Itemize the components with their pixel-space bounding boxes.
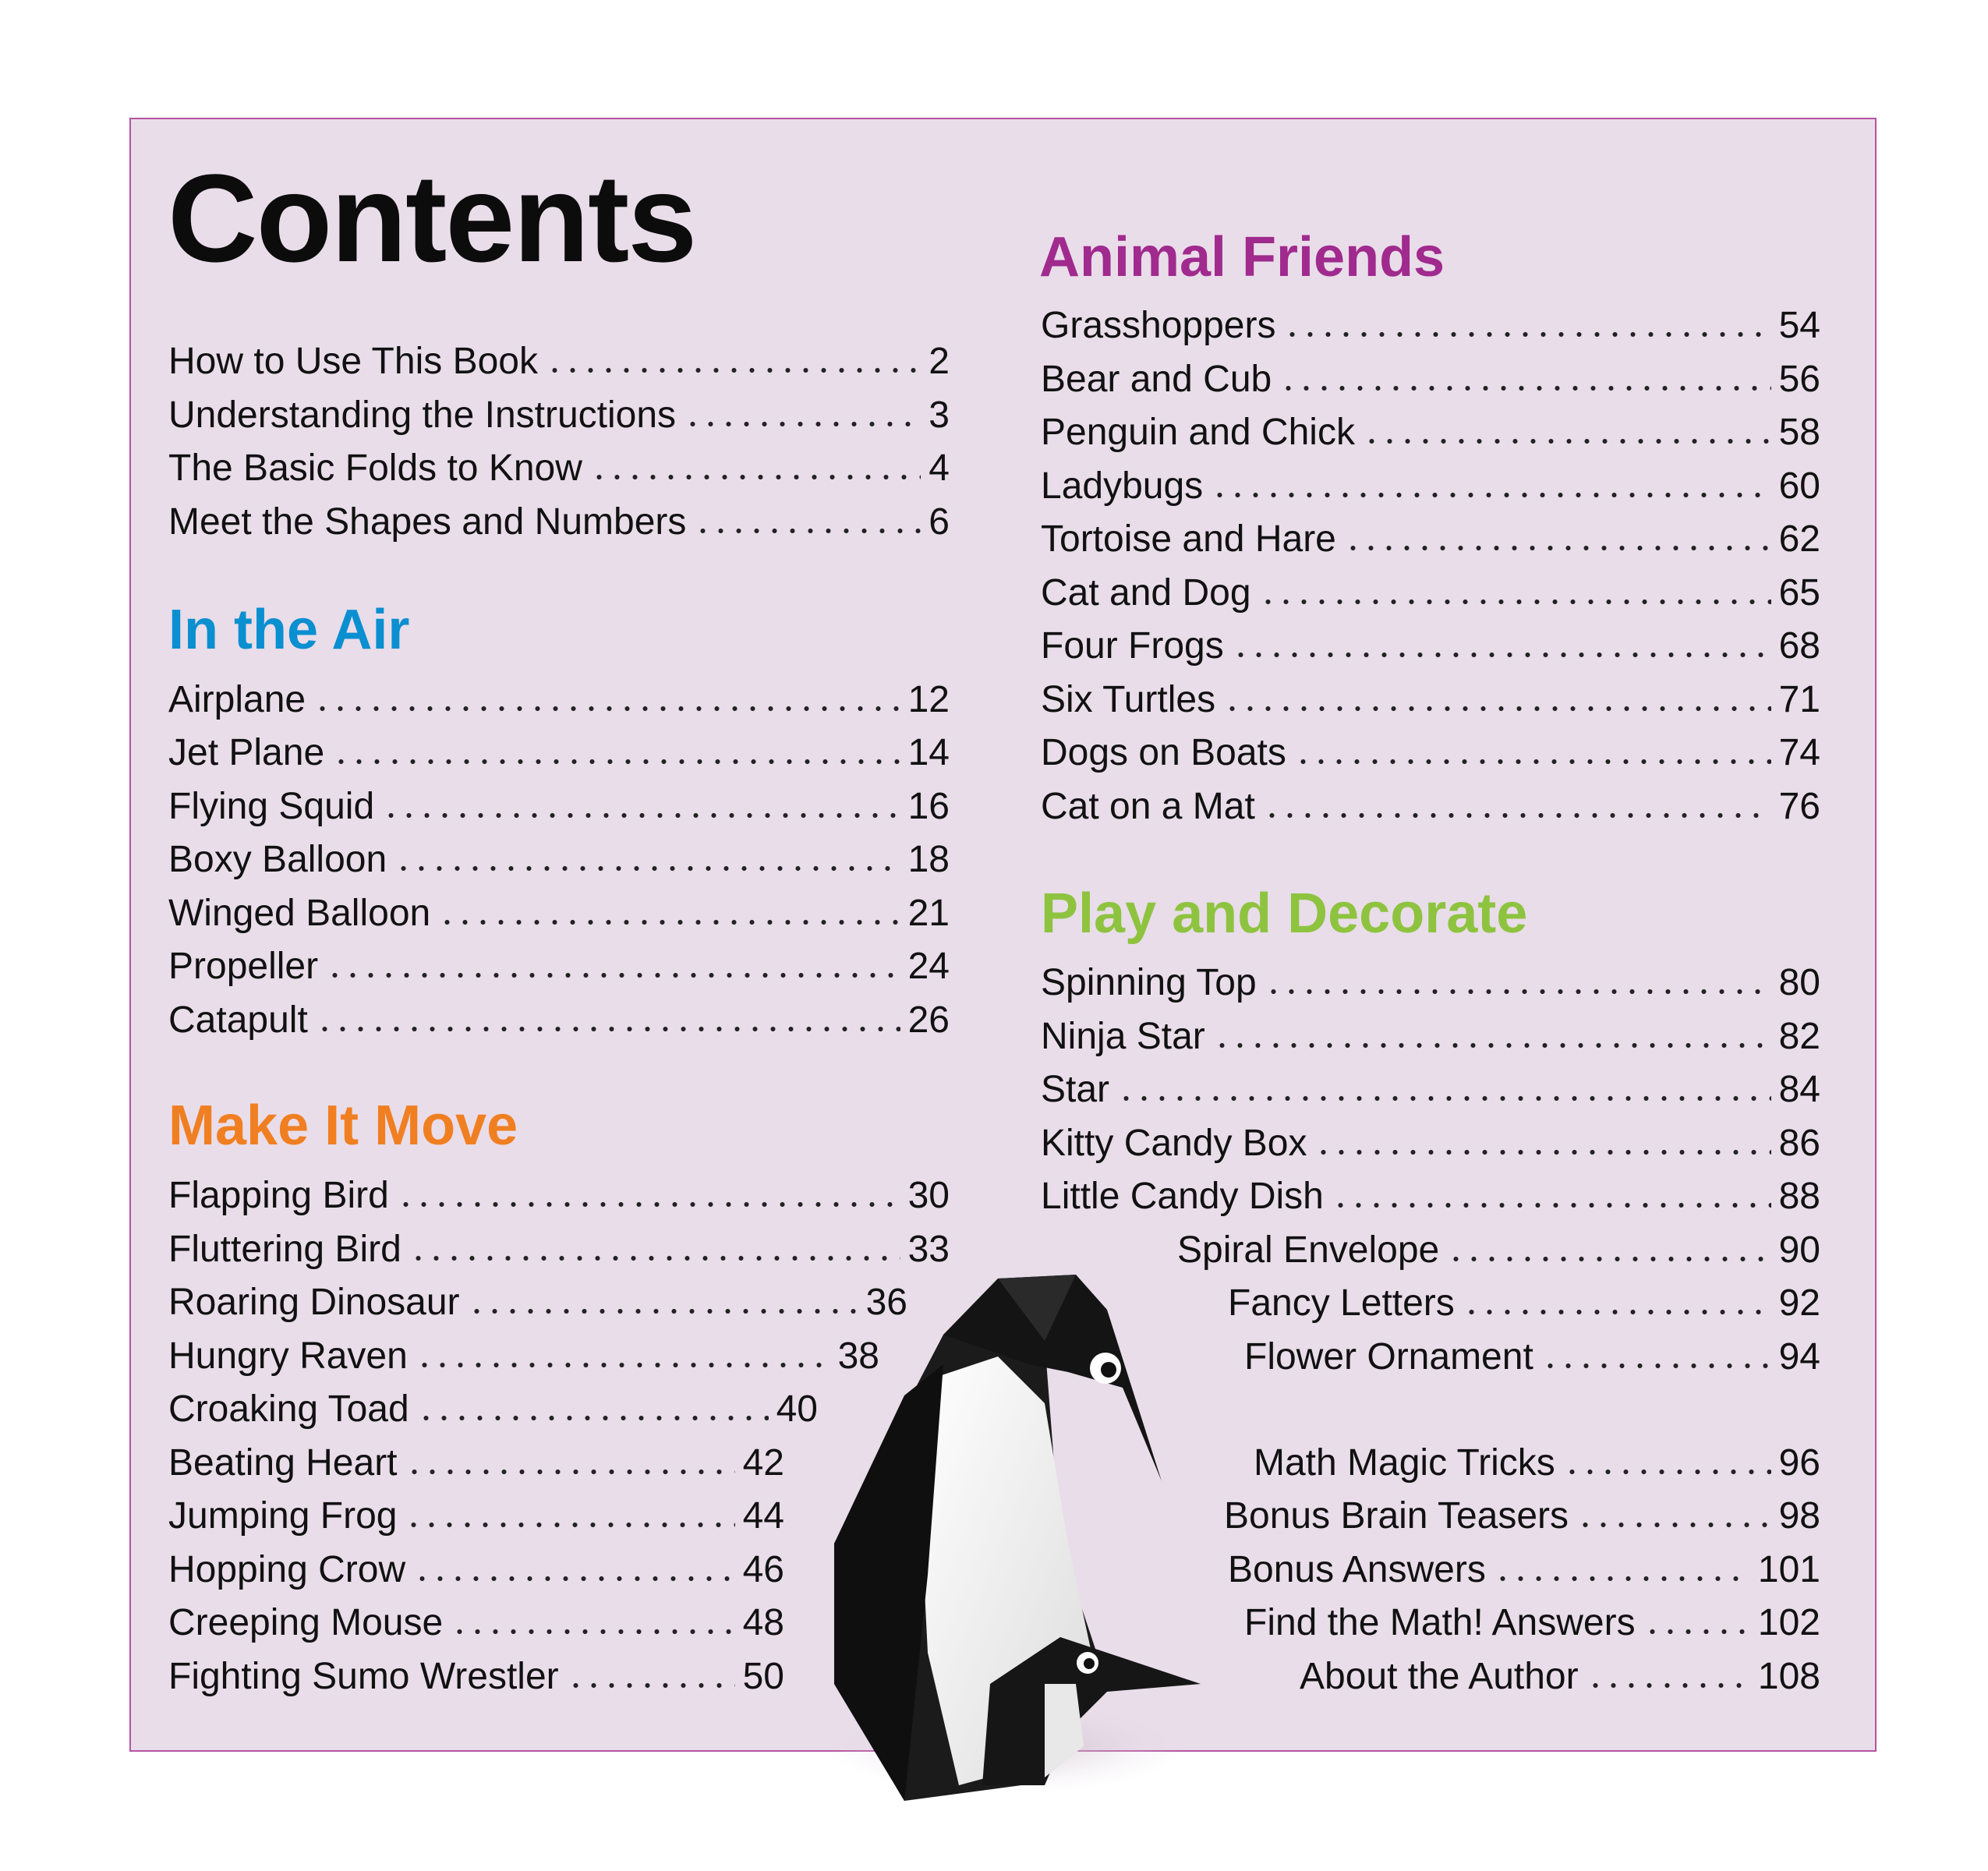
leader-dots <box>590 451 921 483</box>
leader-dots <box>451 1606 734 1637</box>
leader-dots <box>1259 576 1771 607</box>
toc-entry[interactable]: Beating Heart 42 <box>168 1442 784 1484</box>
leader-dots <box>1211 469 1770 500</box>
leader-dots <box>546 345 921 376</box>
toc-entry[interactable]: Star 84 <box>1041 1069 1820 1110</box>
toc-entry[interactable]: Ladybugs 60 <box>1041 465 1820 507</box>
toc-entry[interactable]: Bonus Brain Teasers 98 <box>1224 1495 1820 1537</box>
toc-entry[interactable]: Find the Math! Answers 102 <box>1244 1602 1820 1643</box>
toc-entry[interactable]: Fighting Sumo Wrestler 50 <box>168 1656 784 1697</box>
leader-dots <box>1332 1180 1771 1211</box>
section-heading-in-the-air: In the Air <box>168 599 410 661</box>
toc-entry[interactable]: Little Candy Dish 88 <box>1041 1176 1820 1217</box>
toc-entry[interactable]: Hungry Raven 38 <box>168 1335 879 1377</box>
leader-dots <box>1265 966 1771 997</box>
leader-dots <box>1563 1446 1771 1477</box>
toc-entry[interactable]: Jet Plane 14 <box>168 732 950 773</box>
section-heading-animal-friends: Animal Friends <box>1039 226 1445 288</box>
toc-entry[interactable]: Fancy Letters 92 <box>1228 1282 1820 1324</box>
leader-dots <box>567 1660 735 1691</box>
leader-dots <box>438 897 900 928</box>
toc-entry[interactable]: Meet the Shapes and Numbers 6 <box>168 501 950 543</box>
leader-dots <box>326 950 900 981</box>
leader-dots <box>1643 1606 1750 1637</box>
leader-dots <box>332 736 900 767</box>
toc-entry[interactable]: Cat on a Mat 76 <box>1041 786 1820 827</box>
leader-dots <box>1314 1126 1770 1158</box>
toc-entry[interactable]: Hopping Crow 46 <box>168 1549 784 1590</box>
toc-entry[interactable]: Flying Squid 16 <box>168 786 950 827</box>
leader-dots <box>694 505 921 536</box>
leader-dots <box>1463 1286 1771 1317</box>
leader-dots <box>1494 1553 1750 1584</box>
leader-dots <box>394 843 900 874</box>
leader-dots <box>1576 1499 1771 1530</box>
toc-entry[interactable]: Kitty Candy Box 86 <box>1041 1123 1820 1164</box>
toc-entry[interactable]: Winged Balloon 21 <box>168 893 950 934</box>
section-heading-play-and-decorate: Play and Decorate <box>1041 882 1528 945</box>
toc-entry[interactable]: Dogs on Boats 74 <box>1041 732 1820 773</box>
leader-dots <box>405 1446 735 1477</box>
toc-entry[interactable]: Fluttering Bird 33 <box>168 1229 950 1270</box>
leader-dots <box>313 683 900 714</box>
toc-entry[interactable]: Airplane 12 <box>168 679 950 720</box>
toc-entry[interactable]: Creeping Mouse 48 <box>168 1602 784 1643</box>
section-heading-make-it-move: Make It Move <box>168 1095 518 1157</box>
leader-dots <box>1294 736 1771 767</box>
leader-dots <box>1344 522 1771 554</box>
leader-dots <box>1279 363 1770 394</box>
toc-entry[interactable]: The Basic Folds to Know 4 <box>168 447 950 489</box>
leader-dots <box>1232 629 1771 660</box>
toc-entry[interactable]: About the Author 108 <box>1300 1656 1820 1697</box>
toc-entry[interactable]: Tortoise and Hare 62 <box>1041 518 1820 560</box>
toc-entry[interactable]: Catapult 26 <box>168 999 950 1041</box>
leader-dots <box>397 1179 900 1210</box>
origami-penguin-illustration <box>811 1247 1247 1816</box>
toc-entry[interactable]: Four Frogs 68 <box>1041 625 1820 667</box>
leader-dots <box>1541 1340 1771 1371</box>
leader-dots <box>416 1339 830 1371</box>
toc-entry[interactable]: Spinning Top 80 <box>1041 962 1820 1003</box>
toc-entry[interactable]: Bonus Answers 101 <box>1228 1549 1820 1590</box>
toc-entry[interactable]: Six Turtles 71 <box>1041 679 1820 720</box>
leader-dots <box>1263 790 1771 821</box>
toc-entry[interactable]: Math Magic Tricks 96 <box>1254 1442 1820 1484</box>
toc-entry[interactable]: Flapping Bird 30 <box>168 1175 950 1216</box>
toc-entry[interactable]: Roaring Dinosaur 36 <box>168 1282 907 1323</box>
toc-entry[interactable]: Flower Ornament 94 <box>1244 1336 1820 1378</box>
leader-dots <box>316 1003 900 1035</box>
toc-entry[interactable]: Spiral Envelope 90 <box>1177 1229 1820 1271</box>
toc-entry[interactable]: Boxy Balloon 18 <box>168 839 950 880</box>
page-title: Contents <box>168 148 696 288</box>
toc-entry[interactable]: Penguin and Chick 58 <box>1041 412 1820 453</box>
leader-dots <box>684 398 921 430</box>
leader-dots <box>1213 1020 1771 1051</box>
toc-entry[interactable]: Bear and Cub 56 <box>1041 359 1820 400</box>
leader-dots <box>417 1392 769 1424</box>
toc-entry[interactable]: Jumping Frog 44 <box>168 1495 784 1537</box>
toc-entry[interactable]: Croaking Toad 40 <box>168 1388 818 1430</box>
toc-entry[interactable]: Grasshoppers 54 <box>1041 305 1820 346</box>
toc-entry[interactable]: Understanding the Instructions 3 <box>168 394 950 436</box>
leader-dots <box>1363 416 1771 447</box>
toc-entry[interactable]: How to Use This Book 2 <box>168 341 950 382</box>
toc-entry[interactable]: Cat and Dog 65 <box>1041 572 1820 614</box>
leader-dots <box>1223 683 1771 714</box>
leader-dots <box>1447 1233 1770 1264</box>
toc-entry[interactable]: Propeller 24 <box>168 946 950 987</box>
leader-dots <box>1283 309 1770 340</box>
toc-entry[interactable]: Ninja Star 82 <box>1041 1016 1820 1057</box>
leader-dots <box>468 1286 858 1317</box>
leader-dots <box>413 1553 734 1584</box>
leader-dots <box>382 790 900 821</box>
leader-dots <box>1117 1073 1771 1104</box>
leader-dots <box>1587 1660 1750 1691</box>
leader-dots <box>405 1499 734 1530</box>
